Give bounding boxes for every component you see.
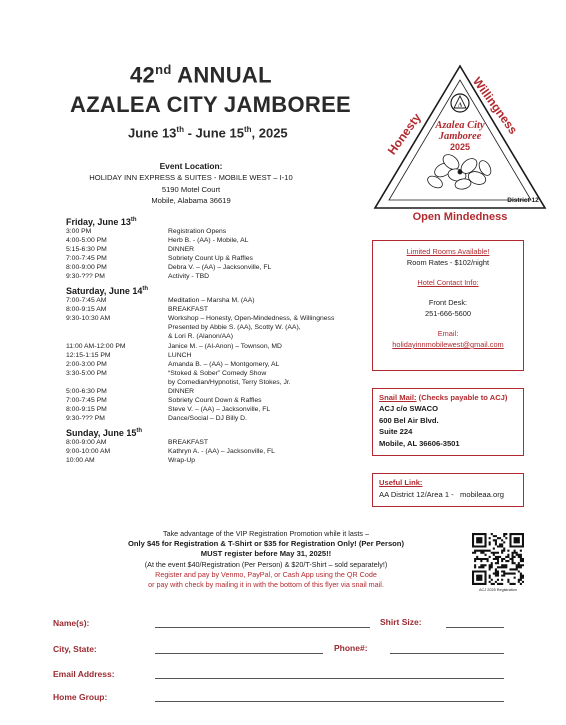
schedule-time bbox=[66, 378, 168, 387]
schedule-desc: Amanda B. – (AA) – Montgomery, AL bbox=[168, 360, 280, 368]
schedule-time: 3:00 PM bbox=[66, 228, 92, 235]
schedule-desc: DINNER bbox=[168, 387, 195, 395]
schedule-time: 5:00-6:30 PM bbox=[66, 387, 107, 395]
promo-line-2: Only $45 for Registration & T-Shirt or $35 for Registration Only! (Per Person) bbox=[128, 539, 404, 549]
schedule-row bbox=[66, 245, 366, 254]
schedule-desc: Workshop – Honesty, Open-Mindedness, & Willingness bbox=[168, 315, 335, 323]
schedule-time: 9:30-??? PM bbox=[66, 414, 105, 422]
schedule-time: 4:00-5:00 PM bbox=[66, 237, 107, 245]
hotel-contact-label: Hotel Contact Info: bbox=[417, 278, 479, 287]
schedule-row bbox=[66, 456, 366, 465]
schedule-row bbox=[66, 396, 366, 405]
schedule-row bbox=[66, 387, 366, 396]
schedule-row bbox=[66, 360, 366, 369]
promo-line-5: Register and pay by Venmo, PayPal, or Cash App using the QR Code bbox=[155, 569, 377, 579]
schedule-row bbox=[66, 378, 366, 387]
schedule-desc: Kathryn A. - (AA) – Jacksonville, FL bbox=[168, 447, 275, 455]
name-field[interactable] bbox=[155, 627, 370, 628]
logo-open-mindedness: Open Mindedness bbox=[412, 211, 508, 223]
schedule-row bbox=[66, 236, 366, 245]
email-address-field[interactable] bbox=[155, 678, 504, 679]
schedule-row bbox=[66, 447, 366, 456]
city-state-field[interactable] bbox=[155, 653, 323, 654]
mail-line-4: Mobile, AL 36606-3501 bbox=[379, 438, 460, 448]
schedule-time: 8:00-9:15 PM bbox=[66, 405, 107, 413]
schedule-time: 5:15-6:30 PM bbox=[66, 246, 107, 254]
schedule-row bbox=[66, 351, 366, 360]
event-location bbox=[60, 161, 322, 206]
schedule-time: 9:00-10:00 AM bbox=[66, 447, 111, 455]
schedule-row bbox=[66, 369, 366, 378]
promo-line-1: Take advantage of the VIP Registration Promotion while it lasts – bbox=[162, 529, 370, 538]
schedule-time: 7:00-7:45 AM bbox=[66, 297, 107, 305]
schedule-time: 8:00-9:00 PM bbox=[66, 264, 107, 272]
useful-link-text: AA District 12/Area 1 - bbox=[379, 490, 454, 499]
useful-link-label: Useful Link: bbox=[379, 478, 423, 487]
schedule-desc: Herb B. - (AA) - Mobile, AL bbox=[168, 237, 249, 245]
schedule-row bbox=[66, 254, 366, 263]
promo-line-4: (At the event $40/Registration (Per Person) & $20/T-Shirt – sold separately!) bbox=[144, 559, 388, 569]
schedule-time: 10:00 AM bbox=[66, 457, 95, 465]
location-line-2: 5190 Motel Court bbox=[161, 184, 221, 194]
schedule-row bbox=[66, 314, 366, 323]
limited-rooms: Limited Rooms Available! bbox=[406, 247, 490, 256]
schedule-row bbox=[66, 272, 366, 281]
schedule-desc: LUNCH bbox=[168, 351, 192, 359]
qr-caption: ACJ 2025 Registration bbox=[479, 588, 517, 592]
jamboree-logo bbox=[365, 58, 555, 228]
email-address-label: Email Address: bbox=[53, 669, 115, 679]
hotel-email-link[interactable]: holidayinnmobilewest@gmail.com bbox=[392, 340, 504, 349]
event-ordinal-title: 42nd ANNUAL bbox=[130, 62, 272, 88]
schedule-row bbox=[66, 263, 366, 272]
schedule-row bbox=[66, 305, 366, 314]
shirt-size-label: Shirt Size: bbox=[380, 617, 422, 627]
snail-mail-box bbox=[372, 388, 524, 456]
schedule-time: 11:00 AM-12:00 PM bbox=[66, 342, 126, 350]
promo-line-3: MUST register before May 31, 2025!! bbox=[200, 549, 332, 559]
schedule-desc: Presented by Abbie S. (AA), Scotty W. (AA), bbox=[168, 324, 301, 332]
schedule-time: 9:30-10:30 AM bbox=[66, 315, 111, 323]
schedule-desc: Sobriety Count Up & Raffles bbox=[168, 255, 253, 263]
name-label: Name(s): bbox=[53, 618, 90, 628]
snail-mail-note: (Checks payable to ACJ) bbox=[416, 393, 508, 402]
sunday-heading: Sunday, June 15th bbox=[66, 427, 143, 438]
mail-line-3: Suite 224 bbox=[379, 427, 413, 437]
schedule-row bbox=[66, 323, 366, 332]
schedule-time bbox=[66, 323, 168, 332]
schedule-time bbox=[66, 332, 168, 341]
schedule-desc: “Stoked & Sober” Comedy Show bbox=[168, 369, 267, 377]
schedule-time: 8:00-9:15 AM bbox=[66, 306, 107, 314]
schedule-desc: BREAKFAST bbox=[168, 306, 209, 314]
phone-label: Phone#: bbox=[334, 643, 368, 653]
home-group-label: Home Group: bbox=[53, 692, 108, 702]
schedule-desc: Activity - TBD bbox=[168, 273, 210, 281]
schedule-time: 7:00-7:45 PM bbox=[66, 396, 107, 404]
schedule-desc: Meditation – Marsha M. (AA) bbox=[168, 297, 255, 305]
schedule bbox=[66, 217, 366, 465]
schedule-time: 3:30-5:00 PM bbox=[66, 369, 107, 377]
mail-line-1: ACJ c/o SWACO bbox=[379, 404, 439, 414]
schedule-desc: Steve V. – (AA) – Jacksonville, FL bbox=[168, 405, 271, 413]
sunday-schedule bbox=[66, 438, 366, 465]
home-group-field[interactable] bbox=[155, 701, 504, 702]
aa-symbol: A bbox=[457, 102, 463, 109]
saturday-heading: Saturday, June 14th bbox=[66, 286, 149, 297]
schedule-row bbox=[66, 438, 366, 447]
schedule-row bbox=[66, 296, 366, 305]
shirt-size-field[interactable] bbox=[446, 627, 504, 628]
schedule-row bbox=[66, 414, 366, 423]
rooms-box bbox=[372, 240, 524, 371]
promo-text bbox=[60, 529, 472, 590]
location-line-1: HOLIDAY INN EXPRESS & SUITES - MOBILE WEST – I-10 bbox=[89, 173, 293, 183]
schedule-row bbox=[66, 332, 366, 341]
schedule-desc: BREAKFAST bbox=[168, 438, 209, 446]
schedule-desc: Wrap-Up bbox=[168, 457, 196, 465]
azalea-flower-icon bbox=[426, 152, 494, 191]
schedule-desc: Debra V. – (AA) – Jacksonville, FL bbox=[168, 264, 272, 272]
location-label: Event Location: bbox=[159, 161, 223, 171]
schedule-time: 8:00-9:00 AM bbox=[66, 438, 107, 446]
schedule-desc: DINNER bbox=[168, 246, 195, 254]
phone-field[interactable] bbox=[390, 653, 504, 654]
event-dates: June 13th - June 15th, 2025 bbox=[128, 125, 288, 141]
mobileaa-link[interactable]: mobileaa.org bbox=[460, 490, 504, 499]
schedule-time: 12:15-1:15 PM bbox=[66, 351, 111, 359]
schedule-desc: Dance/Social – DJ Billy D. bbox=[168, 414, 247, 422]
schedule-desc: Registration Opens bbox=[168, 228, 227, 235]
friday-schedule bbox=[66, 227, 366, 281]
room-rate: Room Rates - $102/night bbox=[406, 258, 490, 267]
front-desk-phone[interactable]: 251-666-5600 bbox=[424, 309, 472, 318]
promo-line-6: or pay with check by mailing it in with the bottom of this flyer via snail mail. bbox=[148, 580, 384, 590]
schedule-time: 9:30-??? PM bbox=[66, 273, 105, 281]
schedule-row bbox=[66, 227, 366, 236]
city-state-label: City, State: bbox=[53, 644, 97, 654]
email-label: Email: bbox=[437, 329, 459, 338]
logo-willingness: Willingness bbox=[469, 74, 521, 137]
front-desk-label: Front Desk: bbox=[428, 298, 468, 307]
snail-mail-label: Snail Mail: bbox=[379, 393, 417, 402]
schedule-desc: & Lori R. (Alanon/AA) bbox=[168, 333, 233, 341]
logo-center-line-1: Azalea City bbox=[435, 120, 485, 131]
event-title: AZALEA CITY JAMBOREE bbox=[70, 92, 352, 117]
schedule-time: 2:00-3:00 PM bbox=[66, 360, 107, 368]
location-line-3: Mobile, Alabama 36619 bbox=[151, 195, 231, 205]
logo-district: District 12 bbox=[507, 197, 539, 204]
logo-year: 2025 bbox=[449, 142, 471, 152]
useful-link-box bbox=[372, 473, 524, 507]
schedule-desc: by Comedian/Hypnotist, Terry Stokes, Jr. bbox=[168, 378, 291, 386]
schedule-desc: Janice M. – (Al-Anon) – Townson, MD bbox=[168, 342, 282, 350]
logo-center-line-2: Jamboree bbox=[438, 131, 482, 142]
schedule-desc: Sobriety Count Down & Raffles bbox=[168, 396, 262, 404]
logo-honesty: Honesty bbox=[384, 110, 424, 158]
friday-heading: Friday, June 13th bbox=[66, 217, 137, 227]
schedule-row bbox=[66, 405, 366, 414]
mail-line-2: 600 Bel Air Blvd. bbox=[379, 415, 439, 425]
saturday-schedule bbox=[66, 296, 366, 423]
schedule-row bbox=[66, 342, 366, 351]
qr-code-icon[interactable] bbox=[472, 533, 524, 585]
schedule-time: 7:00-7:45 PM bbox=[66, 255, 107, 263]
